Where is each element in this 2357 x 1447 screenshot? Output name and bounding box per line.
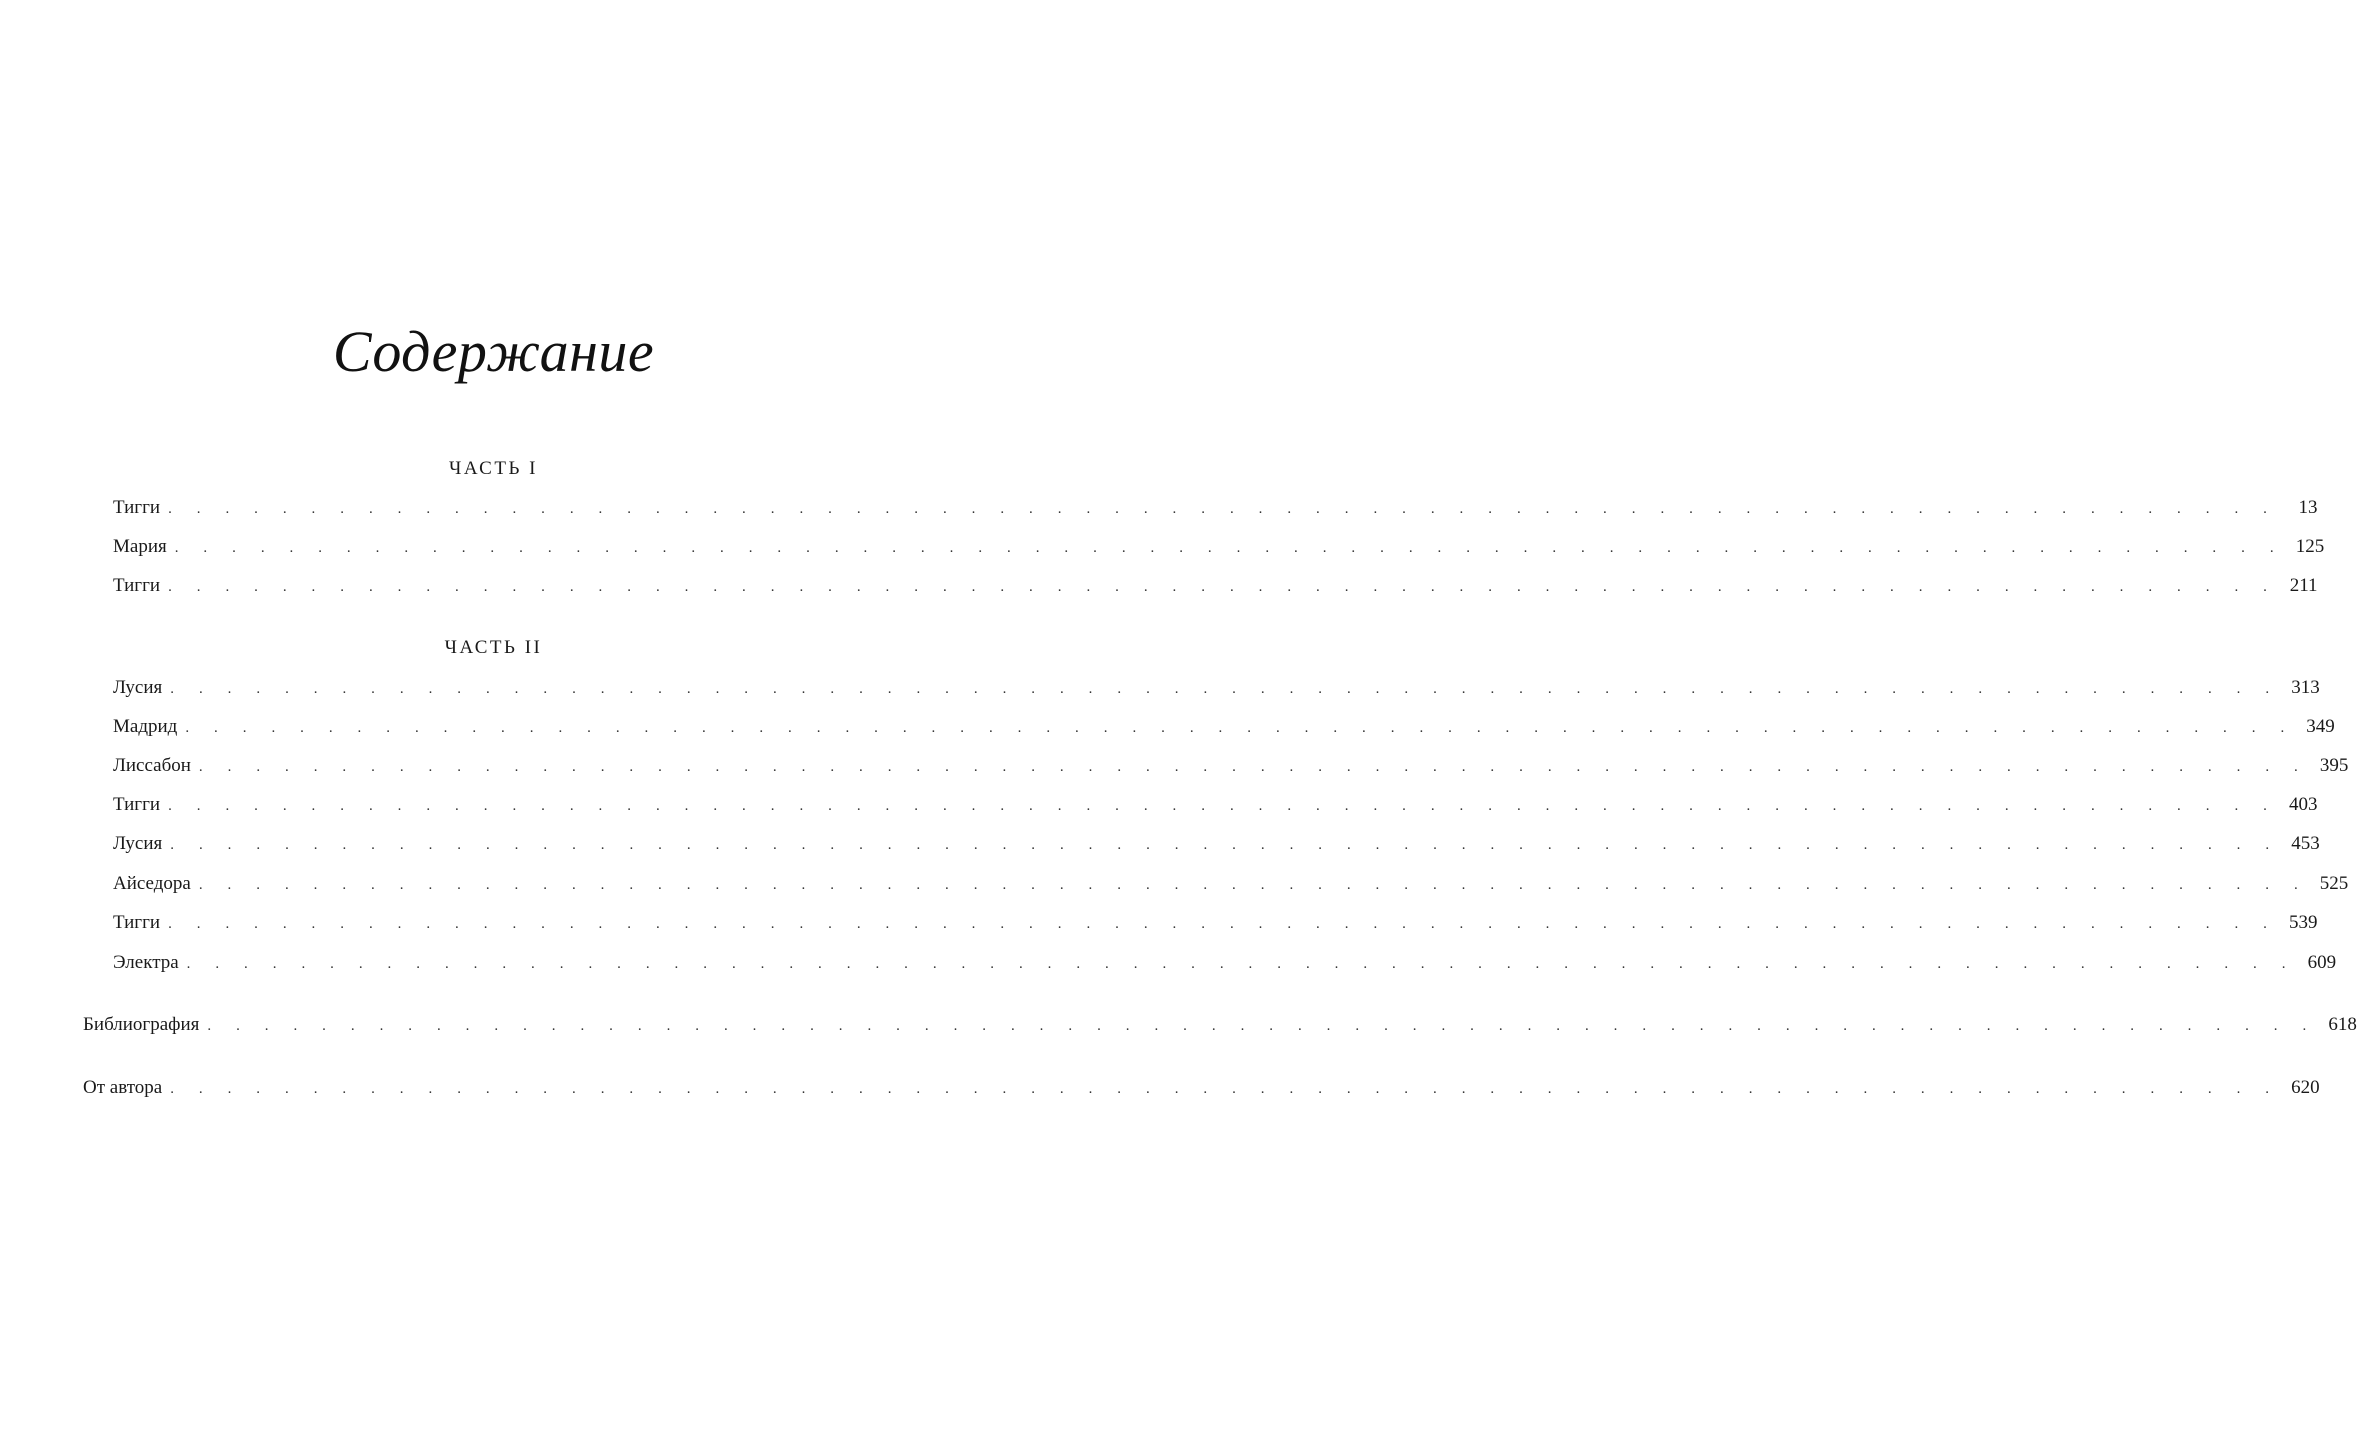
toc-entry-label: Библиография (83, 1014, 200, 1035)
dot-leader: . . . . . . . . . . . . . . . . . . . . . . . . . . . . . . . . . . . . . . . . . . . . . . . . . . . . . . . . . . . . . . . . . . . . . . . . . . (207, 1018, 2317, 1034)
dot-leader: . . . . . . . . . . . . . . . . . . . . . . . . . . . . . . . . . . . . . . . . . . . . . . . . . . . . . . . . . . . . . . . . . . . . . . . . . . (174, 540, 2285, 556)
part-heading-2: ЧАСТЬ II (444, 637, 543, 658)
toc-entry-page: 313 (2291, 677, 2320, 698)
toc-entry-label: От автора (83, 1077, 163, 1098)
toc-entry-page: 349 (2306, 716, 2335, 737)
toc-entry-label: Тигги (113, 575, 161, 596)
toc-entry[interactable] (113, 910, 2318, 936)
dot-leader: . . . . . . . . . . . . . . . . . . . . . . . . . . . . . . . . . . . . . . . . . . . . . . . . . . . . . . . . . . . . . . . . . . . . . . . . . . (198, 877, 2309, 893)
toc-entry-label: Тигги (113, 794, 161, 815)
toc-entry-page: 403 (2289, 794, 2318, 815)
toc-entry-page: 525 (2319, 873, 2349, 894)
dot-leader: . . . . . . . . . . . . . . . . . . . . . . . . . . . . . . . . . . . . . . . . . . . . . . . . . . . . . . . . . . . . . . . . . . . . . . . . . . (168, 579, 2278, 595)
toc-entry-page: 620 (2291, 1077, 2320, 1098)
page-title: Содержание (332, 319, 655, 384)
toc-entry-label: Тигги (113, 912, 161, 933)
dot-leader: . . . . . . . . . . . . . . . . . . . . . . . . . . . . . . . . . . . . . . . . . . . . . . . . . . . . . . . . . . . . . . . . . . . . . . . . . . (170, 837, 2280, 853)
toc-entry[interactable] (113, 950, 2337, 976)
toc-entry[interactable] (113, 831, 2320, 857)
toc-entry-label: Тигги (113, 497, 161, 518)
toc-entry[interactable] (113, 714, 2335, 740)
toc-entry-page: 125 (2295, 536, 2325, 557)
dot-leader: . . . . . . . . . . . . . . . . . . . . . . . . . . . . . . . . . . . . . . . . . . . . . . . . . . . . . . . . . . . . . . . . . . . . . . . . . . (168, 916, 2278, 932)
toc-entry-page: 211 (2289, 575, 2318, 596)
toc-entry-label: Мадрид (113, 716, 178, 737)
dot-leader: . . . . . . . . . . . . . . . . . . . . . . . . . . . . . . . . . . . . . . . . . . . . . . . . . . . . . . . . . . . . . . . . . . . . . . . . . . (168, 501, 2278, 517)
toc-entry-label: Лиссабон (113, 755, 191, 776)
toc-entry-page: 539 (2289, 912, 2318, 933)
toc-entry[interactable] (113, 871, 2349, 897)
dot-leader: . . . . . . . . . . . . . . . . . . . . . . . . . . . . . . . . . . . . . . . . . . . . . . . . . . . . . . . . . . . . . . . . . . . . . . . . . . (170, 1081, 2280, 1097)
toc-entry[interactable] (113, 753, 2349, 779)
toc-entry-label: Лусия (113, 833, 163, 854)
toc-entry-label: Лусия (113, 677, 163, 698)
dot-leader: . . . . . . . . . . . . . . . . . . . . . . . . . . . . . . . . . . . . . . . . . . . . . . . . . . . . . . . . . . . . . . . . . . . . . . . . . . (168, 798, 2278, 814)
toc-entry-page: 395 (2319, 755, 2349, 776)
toc-entry[interactable] (113, 675, 2320, 701)
part-heading-1: ЧАСТЬ I (449, 458, 538, 479)
toc-entry-label: Айседора (113, 873, 191, 894)
dot-leader: . . . . . . . . . . . . . . . . . . . . . . . . . . . . . . . . . . . . . . . . . . . . . . . . . . . . . . . . . . . . . . . . . . . . . . . . . . (186, 956, 2297, 972)
toc-entry-label: Мария (113, 536, 167, 557)
toc-entry-from-author[interactable] (83, 1075, 2320, 1101)
toc-entry[interactable] (113, 792, 2318, 818)
toc-entry[interactable] (113, 534, 2325, 560)
toc-entry-page: 13 (2298, 497, 2318, 518)
toc-entry[interactable] (113, 495, 2318, 521)
toc-entry[interactable] (113, 573, 2318, 599)
toc-entry-page: 618 (2328, 1014, 2357, 1035)
toc-entry-page: 609 (2307, 952, 2337, 973)
dot-leader: . . . . . . . . . . . . . . . . . . . . . . . . . . . . . . . . . . . . . . . . . . . . . . . . . . . . . . . . . . . . . . . . . . . . . . . . . . (185, 720, 2295, 736)
dot-leader: . . . . . . . . . . . . . . . . . . . . . . . . . . . . . . . . . . . . . . . . . . . . . . . . . . . . . . . . . . . . . . . . . . . . . . . . . . (198, 759, 2309, 775)
toc-entry-label: Электра (113, 952, 179, 973)
toc-entry-bibliography[interactable] (83, 1012, 2357, 1038)
toc-entry-page: 453 (2291, 833, 2320, 854)
dot-leader: . . . . . . . . . . . . . . . . . . . . . . . . . . . . . . . . . . . . . . . . . . . . . . . . . . . . . . . . . . . . . . . . . . . . . . . . . . (170, 681, 2280, 697)
